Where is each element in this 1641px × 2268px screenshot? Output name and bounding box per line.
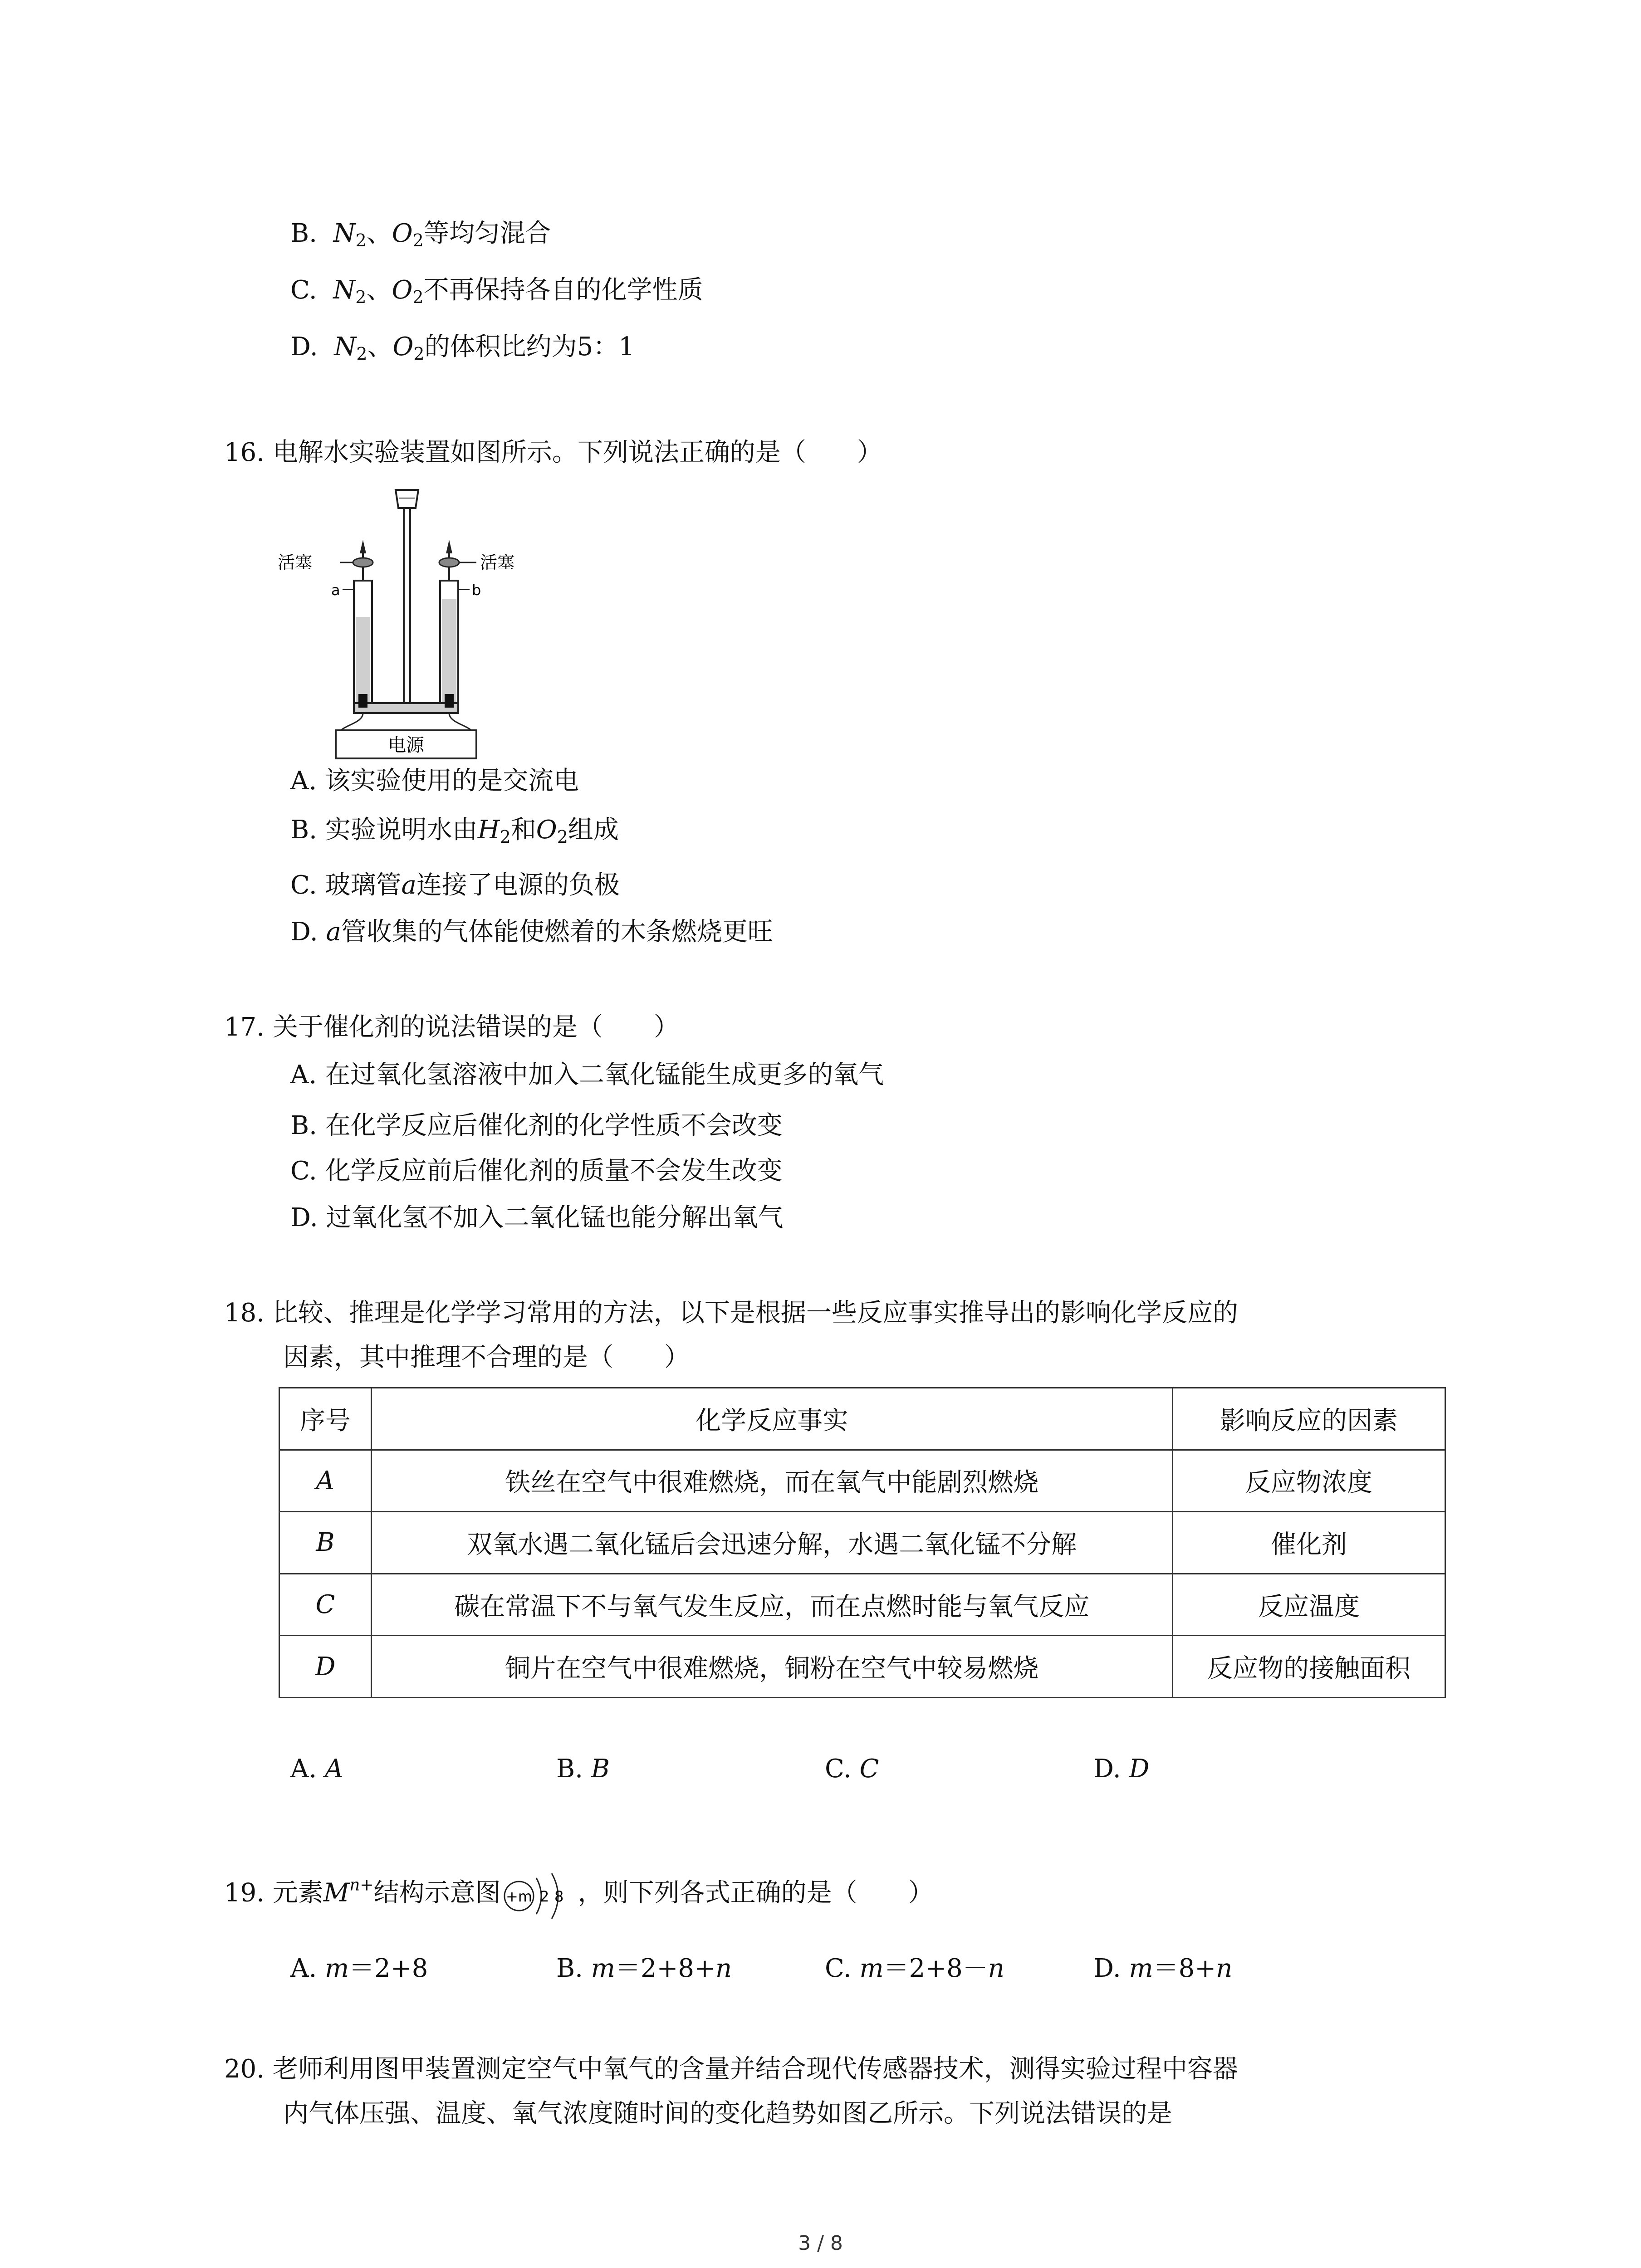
q18-option-d: D. D <box>1093 1754 1150 1784</box>
table-row <box>279 1574 1445 1636</box>
q19-option-a: A. m＝2+8 <box>290 1954 428 1983</box>
q15-option-d: D. $N_2$、$O_2$的体积比约为5：1 <box>290 332 635 364</box>
tube-a-label: a <box>331 582 340 599</box>
tube-b-label: b <box>472 582 481 599</box>
q18-table <box>279 1387 1446 1698</box>
shell1-electrons: 2 <box>539 1888 549 1905</box>
table-cell-factor: 反应温度 <box>1172 1574 1445 1636</box>
electrolysis-apparatus-drawing <box>277 481 531 762</box>
table-header-cell: 序号 <box>279 1388 372 1450</box>
right-stopcock-label: 活塞 <box>480 552 515 572</box>
table-row <box>279 1512 1445 1574</box>
q18-option-c: C. C <box>825 1754 879 1784</box>
table-cell-id: C <box>279 1574 372 1636</box>
table-header-row <box>279 1388 1445 1450</box>
q17-option-b: B. 在化学反应后催化剂的化学性质不会改变 <box>290 1111 783 1140</box>
q20-stem-line1: 20. 老师利用图甲装置测定空气中氧气的含量并结合现代传感器技术，测得实验过程中容器 <box>224 2054 1238 2084</box>
table-cell-fact: 碳在常温下不与氧气发生反应，而在点燃时能与氧气反应 <box>371 1574 1172 1636</box>
nucleus-charge: +m <box>505 1888 532 1905</box>
q16-option-b: B. 实验说明水由$H_2$和$O_2$组成 <box>290 815 619 847</box>
q15-option-b: B. $N_2$、$O_2$等均匀混合 <box>290 219 551 250</box>
q16-option-a: A. 该实验使用的是交流电 <box>290 766 579 796</box>
q19-option-b: B. m＝2+8+n <box>556 1954 732 1983</box>
q15-option-c: C. $N_2$、$O_2$不再保持各自的化学性质 <box>290 275 703 307</box>
table-cell-id: A <box>279 1450 372 1512</box>
table-cell-fact: 铜片在空气中很难燃烧，铜粉在空气中较易燃烧 <box>371 1636 1172 1698</box>
q20-stem-line2: 内气体压强、温度、氧气浓度随时间的变化趋势如图乙所示。下列说法错误的是 <box>283 2099 1172 2128</box>
q16-stem: 16. 电解水实验装置如图所示。下列说法正确的是（ ） <box>224 438 882 467</box>
table-cell-factor: 反应物浓度 <box>1172 1450 1445 1512</box>
q19-option-d: D. m＝8+n <box>1093 1954 1233 1983</box>
left-stopcock-label: 活塞 <box>278 552 313 572</box>
q19-stem: 19. 元素$M^{n+}$结构示意图 +m 2 8 ，则下列各式正确的是（ ） <box>224 1870 934 1920</box>
q19-option-c: C. m＝2+8－n <box>825 1954 1004 1983</box>
electrolysis-apparatus-figure <box>277 481 531 762</box>
shell2-electrons: 8 <box>554 1888 563 1905</box>
table-cell-id: B <box>279 1512 372 1574</box>
table-cell-factor: 反应物的接触面积 <box>1172 1636 1445 1698</box>
page-number: 3 / 8 <box>798 2232 843 2255</box>
q17-option-a: A. 在过氧化氢溶液中加入二氧化锰能生成更多的氧气 <box>290 1060 884 1090</box>
q18-stem-line2: 因素，其中推理不合理的是（ ） <box>283 1343 690 1372</box>
table-header-cell: 影响反应的因素 <box>1172 1388 1445 1450</box>
q17-option-c: C. 化学反应前后催化剂的质量不会发生改变 <box>290 1156 783 1186</box>
table-cell-factor: 催化剂 <box>1172 1512 1445 1574</box>
q17-option-d: D. 过氧化氢不加入二氧化锰也能分解出氧气 <box>290 1203 784 1232</box>
q16-option-d: D. a管收集的气体能使燃着的木条燃烧更旺 <box>290 917 773 947</box>
q18-option-a: A. A <box>290 1754 343 1784</box>
q16-option-c: C. 玻璃管a连接了电源的负极 <box>290 870 620 900</box>
table-cell-fact: 双氧水遇二氧化锰后会迅速分解，水遇二氧化锰不分解 <box>371 1512 1172 1574</box>
table-row <box>279 1450 1445 1512</box>
table-cell-id: D <box>279 1636 372 1698</box>
q17-stem: 17. 关于催化剂的说法错误的是（ ） <box>224 1012 679 1042</box>
table-header-cell: 化学反应事实 <box>371 1388 1172 1450</box>
q18-option-b: B. B <box>556 1754 610 1784</box>
table-row <box>279 1636 1445 1698</box>
power-label: 电源 <box>388 735 424 756</box>
ion-structure-diagram <box>501 1870 578 1920</box>
table-cell-fact: 铁丝在空气中很难燃烧，而在氧气中能剧烈燃烧 <box>371 1450 1172 1512</box>
q18-stem-line1: 18. 比较、推理是化学学习常用的方法，以下是根据一些反应事实推导出的影响化学反应的 <box>224 1298 1238 1328</box>
